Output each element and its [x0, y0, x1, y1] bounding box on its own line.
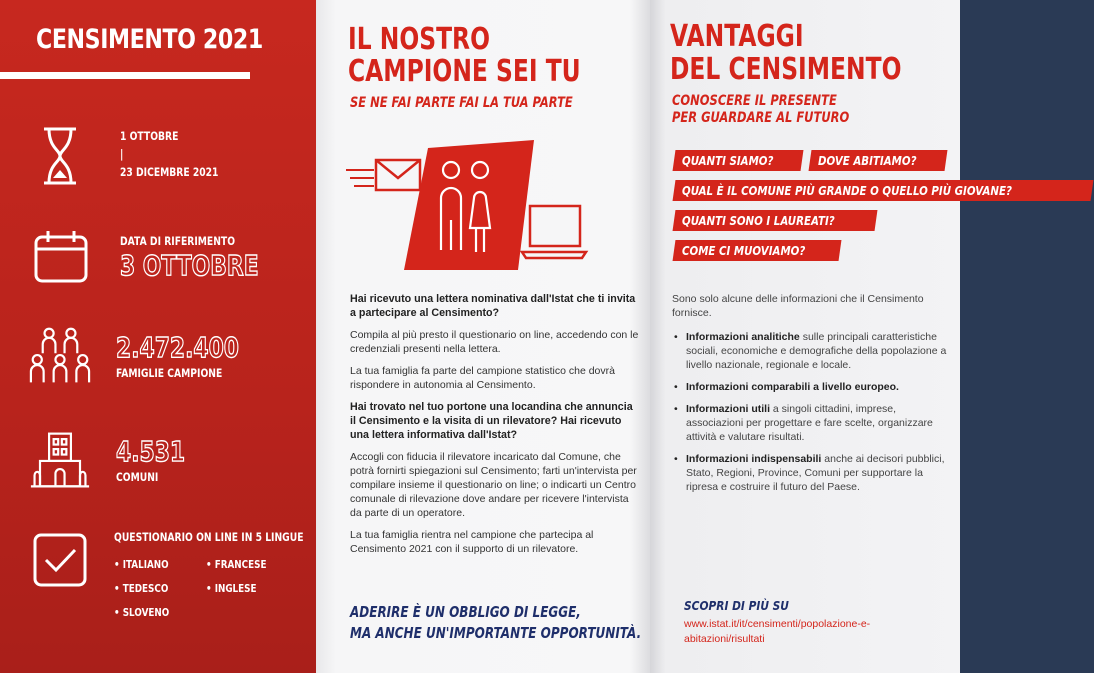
reference-value: 3 OTTOBRE: [120, 249, 259, 282]
calendar-icon: [30, 228, 90, 288]
building-icon: [30, 430, 94, 496]
language-item: • TEDESCO: [114, 582, 169, 595]
benefit-item: • Informazioni comparabili a livello europeo.: [672, 380, 952, 394]
right-subtitle-line1: CONOSCERE IL PRESENTE: [672, 93, 837, 109]
end-date: 23 DICEMBRE 2021: [120, 165, 219, 179]
language-item: • FRANCESE: [206, 558, 267, 571]
reference-label: DATA DI RIFERIMENTO: [120, 234, 236, 248]
discover-title: SCOPRI DI PIÙ SU: [684, 598, 789, 613]
middle-title-line2: CAMPIONE SEI TU: [348, 54, 581, 89]
tag-dove-abitiamo: DOVE ABITIAMO?: [808, 150, 947, 171]
benefit-item: • Informazioni analitiche sulle principali caratteristiche sociali, economiche e demografiche della popolazione a livello nazionale, regionale e locale.: [672, 330, 952, 372]
footer-line1: ADERIRE È UN OBBLIGO DI LEGGE,: [350, 603, 581, 621]
municipalities-label: COMUNI: [116, 470, 159, 484]
dates-block: [30, 126, 243, 186]
middle-subtitle: SE NE FAI PARTE FAI LA TUA PARTE: [350, 95, 573, 111]
language-item: • INGLESE: [206, 582, 257, 595]
languages-heading: QUESTIONARIO ON LINE IN 5 LINGUE: [114, 530, 304, 544]
right-title: [670, 20, 901, 86]
tag-comune: QUAL È IL COMUNE PIÙ GRANDE O QUELLO PIÙ GIOVANE?: [673, 180, 1094, 201]
municipalities-block: [30, 430, 205, 496]
tag-quanti-siamo: QUANTI SIAMO?: [673, 150, 803, 171]
question-tags: [674, 150, 1092, 270]
start-date: 1 OTTOBRE: [120, 129, 179, 143]
right-subtitle-line2: PER GUARDARE AL FUTURO: [672, 110, 850, 126]
right-subtitle: [672, 93, 849, 127]
red-card: [404, 140, 534, 270]
hourglass-icon: [30, 126, 80, 186]
title-underline: [0, 72, 250, 79]
discover-block: [684, 598, 944, 647]
date-separator: |: [120, 147, 124, 161]
laptop-icon: [522, 206, 586, 258]
middle-panel: [316, 0, 650, 673]
right-panel: [650, 0, 1012, 673]
illustration: [346, 140, 586, 280]
left-panel: [0, 0, 316, 673]
families-value: 2.472.400: [116, 331, 239, 364]
question-1: Hai ricevuto una lettera nominativa dall'Istat che ti invita a partecipare al Censimento?: [350, 293, 636, 319]
checkbox-icon: [30, 530, 90, 590]
right-title-line1: VANTAGGI: [670, 19, 804, 54]
envelope-icon: [376, 160, 420, 190]
benefits-list: [672, 330, 952, 494]
question-2: Hai trovato nel tuo portone una locandina che annuncia il Censimento e la visita di un rilevatore? Hai ricevuto una lettera informativa dall'Istat?: [350, 401, 633, 441]
left-title: CENSIMENTO 2021: [36, 24, 263, 55]
right-title-line2: DEL CENSIMENTO: [670, 52, 902, 87]
intro-text: Sono solo alcune delle informazioni che il Censimento fornisce.: [672, 293, 924, 319]
benefit-item: • Informazioni utili a singoli cittadini, imprese, associazioni per progettare e fare scelte, organizzare attività e valutare risultati.: [672, 402, 952, 444]
right-body: [672, 292, 952, 502]
families-label: FAMIGLIE CAMPIONE: [116, 366, 223, 380]
families-block: [30, 326, 274, 392]
language-item: • ITALIANO: [114, 558, 169, 571]
middle-title: [348, 24, 581, 88]
middle-footer: [350, 602, 641, 644]
languages-block: [30, 530, 351, 619]
paragraph-3: Accogli con fiducia il rilevatore incaricato dal Comune, che potrà fornirti spiegazioni sul Censimento; farti un'intervista per compilare insieme il questionario on line; o indicarti un Centro comunale di rilevazione dove andare per ricevere l'intervista da parte di un operatore.: [350, 451, 637, 519]
municipalities-value: 4.531: [116, 435, 186, 468]
footer-line2: MA ANCHE UN'IMPORTANTE OPPORTUNITÀ.: [350, 624, 642, 642]
paragraph-2: La tua famiglia fa parte del campione statistico che dovrà rispondere in autonomia al Censimento.: [350, 365, 615, 391]
language-item: • SLOVENO: [114, 606, 170, 619]
paragraph-1: Compila al più presto il questionario on line, accedendo con le credenziali presenti nella lettera.: [350, 329, 639, 355]
speed-lines: [346, 170, 374, 186]
benefit-item: • Informazioni indispensabili anche ai decisori pubblici, Stato, Regioni, Province, Comuni per supportare la ripresa e costruire il futuro del Paese.: [672, 452, 952, 494]
middle-title-line1: IL NOSTRO: [348, 22, 490, 57]
tag-muoviamo: COME CI MUOVIAMO?: [673, 240, 842, 261]
middle-body: [350, 292, 640, 564]
reference-block: [30, 228, 298, 288]
family-icon: [30, 326, 96, 392]
tag-laureati: QUANTI SONO I LAUREATI?: [673, 210, 878, 231]
paragraph-4: La tua famiglia rientra nel campione che partecipa al Censimento 2021 con il supporto di un rilevatore.: [350, 529, 594, 555]
discover-link[interactable]: www.istat.it/it/censimenti/popolazione-e-abitazioni/risultati: [684, 618, 871, 645]
